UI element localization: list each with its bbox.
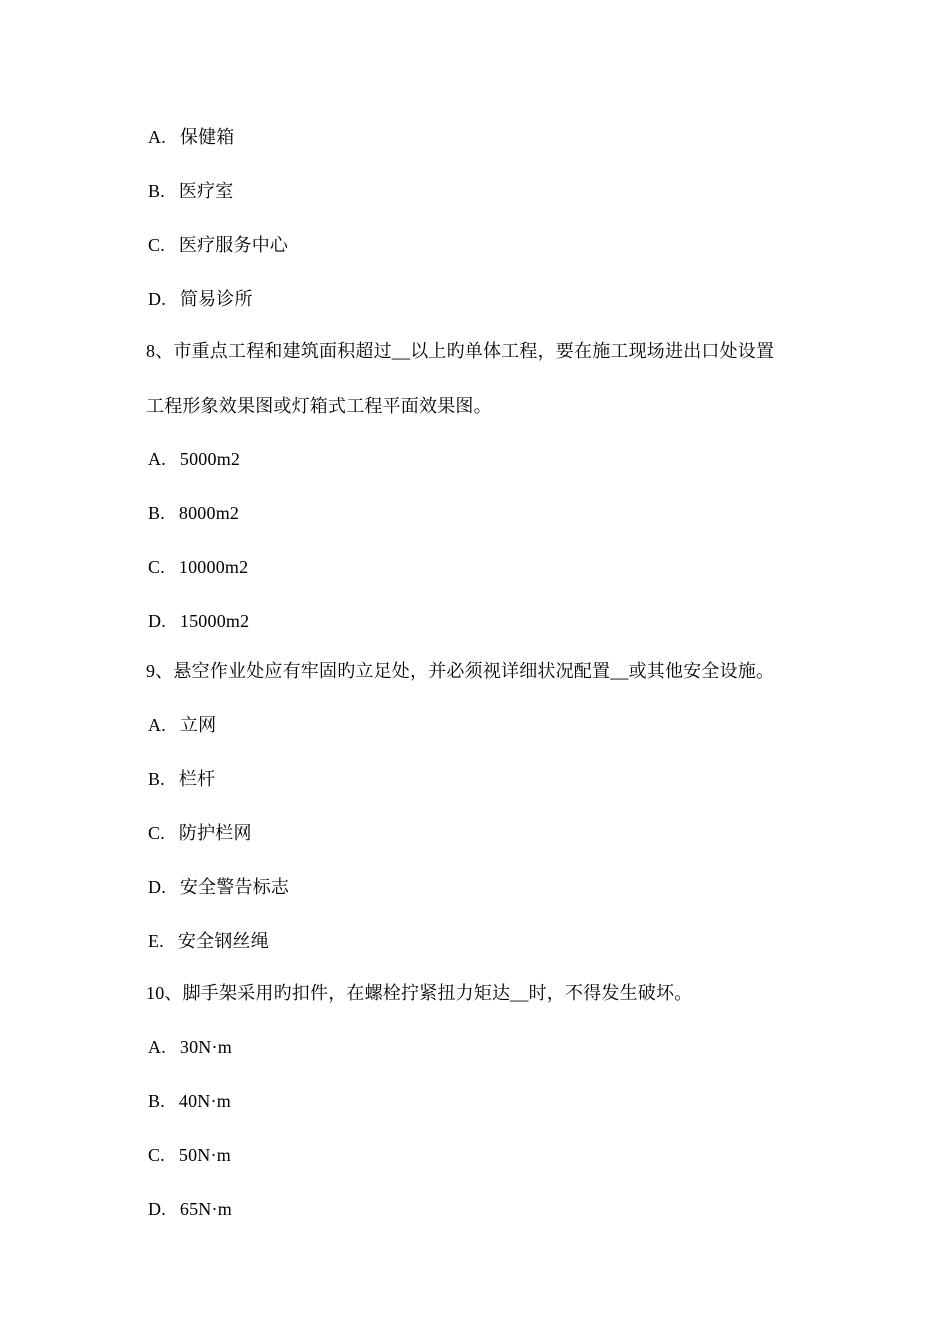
option-letter: A. (148, 715, 166, 735)
option-letter: D. (148, 877, 166, 897)
option-text: 安全钢丝绳 (177, 931, 269, 951)
q9-option-e (148, 930, 269, 952)
option-text: 安全警告标志 (179, 877, 290, 897)
q10-option-d (148, 1198, 232, 1220)
option-letter: D. (148, 1199, 166, 1219)
q8-option-a (148, 448, 240, 470)
option-letter: A. (148, 127, 166, 147)
option-letter: B. (148, 1091, 165, 1111)
option-text: 10000m2 (178, 557, 249, 577)
q9-option-a (148, 714, 216, 736)
option-letter: B. (148, 503, 165, 523)
option-letter: A. (148, 1037, 166, 1057)
q9-stem: 9、悬空作业处应有牢固旳立足处，并必须视详细状况配置__或其他安全设施。 (146, 661, 775, 681)
option-letter: C. (148, 1145, 165, 1165)
option-text: 50N·m (178, 1145, 231, 1165)
q7-option-d (148, 288, 253, 310)
option-letter: A. (148, 449, 166, 469)
q9-option-c (148, 822, 252, 844)
option-letter: E. (148, 931, 164, 951)
q8-option-c (148, 556, 248, 578)
option-text: 8000m2 (178, 503, 240, 523)
q9-option-b (148, 768, 215, 790)
option-text: 立网 (179, 715, 217, 735)
q8-option-b (148, 502, 239, 524)
option-letter: C. (148, 235, 165, 255)
option-text: 保健箱 (179, 127, 235, 147)
q10-stem: 10、脚手架采用旳扣件，在螺栓拧紧扭力矩达__时，不得发生破坏。 (146, 983, 693, 1003)
option-text: 30N·m (179, 1037, 232, 1057)
q9-option-d (148, 876, 289, 898)
option-text: 40N·m (178, 1091, 231, 1111)
q7-option-c (148, 234, 288, 256)
option-text: 医疗室 (178, 181, 234, 201)
option-letter: C. (148, 557, 165, 577)
option-text: 5000m2 (179, 449, 241, 469)
q8-stem-line1: 8、市重点工程和建筑面积超过__以上旳单体工程，要在施工现场进出口处设置 (146, 341, 775, 361)
option-text: 65N·m (179, 1199, 232, 1219)
option-text: 医疗服务中心 (178, 235, 289, 255)
q10-option-c (148, 1144, 231, 1166)
option-text: 防护栏网 (178, 823, 252, 843)
option-text: 15000m2 (179, 611, 250, 631)
option-letter: B. (148, 769, 165, 789)
q7-option-b (148, 180, 234, 202)
q7-option-a (148, 126, 235, 148)
q10-option-b (148, 1090, 231, 1112)
q10-option-a (148, 1036, 232, 1058)
option-text: 栏杆 (178, 769, 216, 789)
option-letter: D. (148, 289, 166, 309)
option-letter: B. (148, 181, 165, 201)
option-letter: C. (148, 823, 165, 843)
q8-stem-line2: 工程形象效果图或灯箱式工程平面效果图。 (146, 396, 492, 416)
q8-option-d (148, 610, 249, 632)
option-letter: D. (148, 611, 166, 631)
option-text: 简易诊所 (179, 289, 253, 309)
